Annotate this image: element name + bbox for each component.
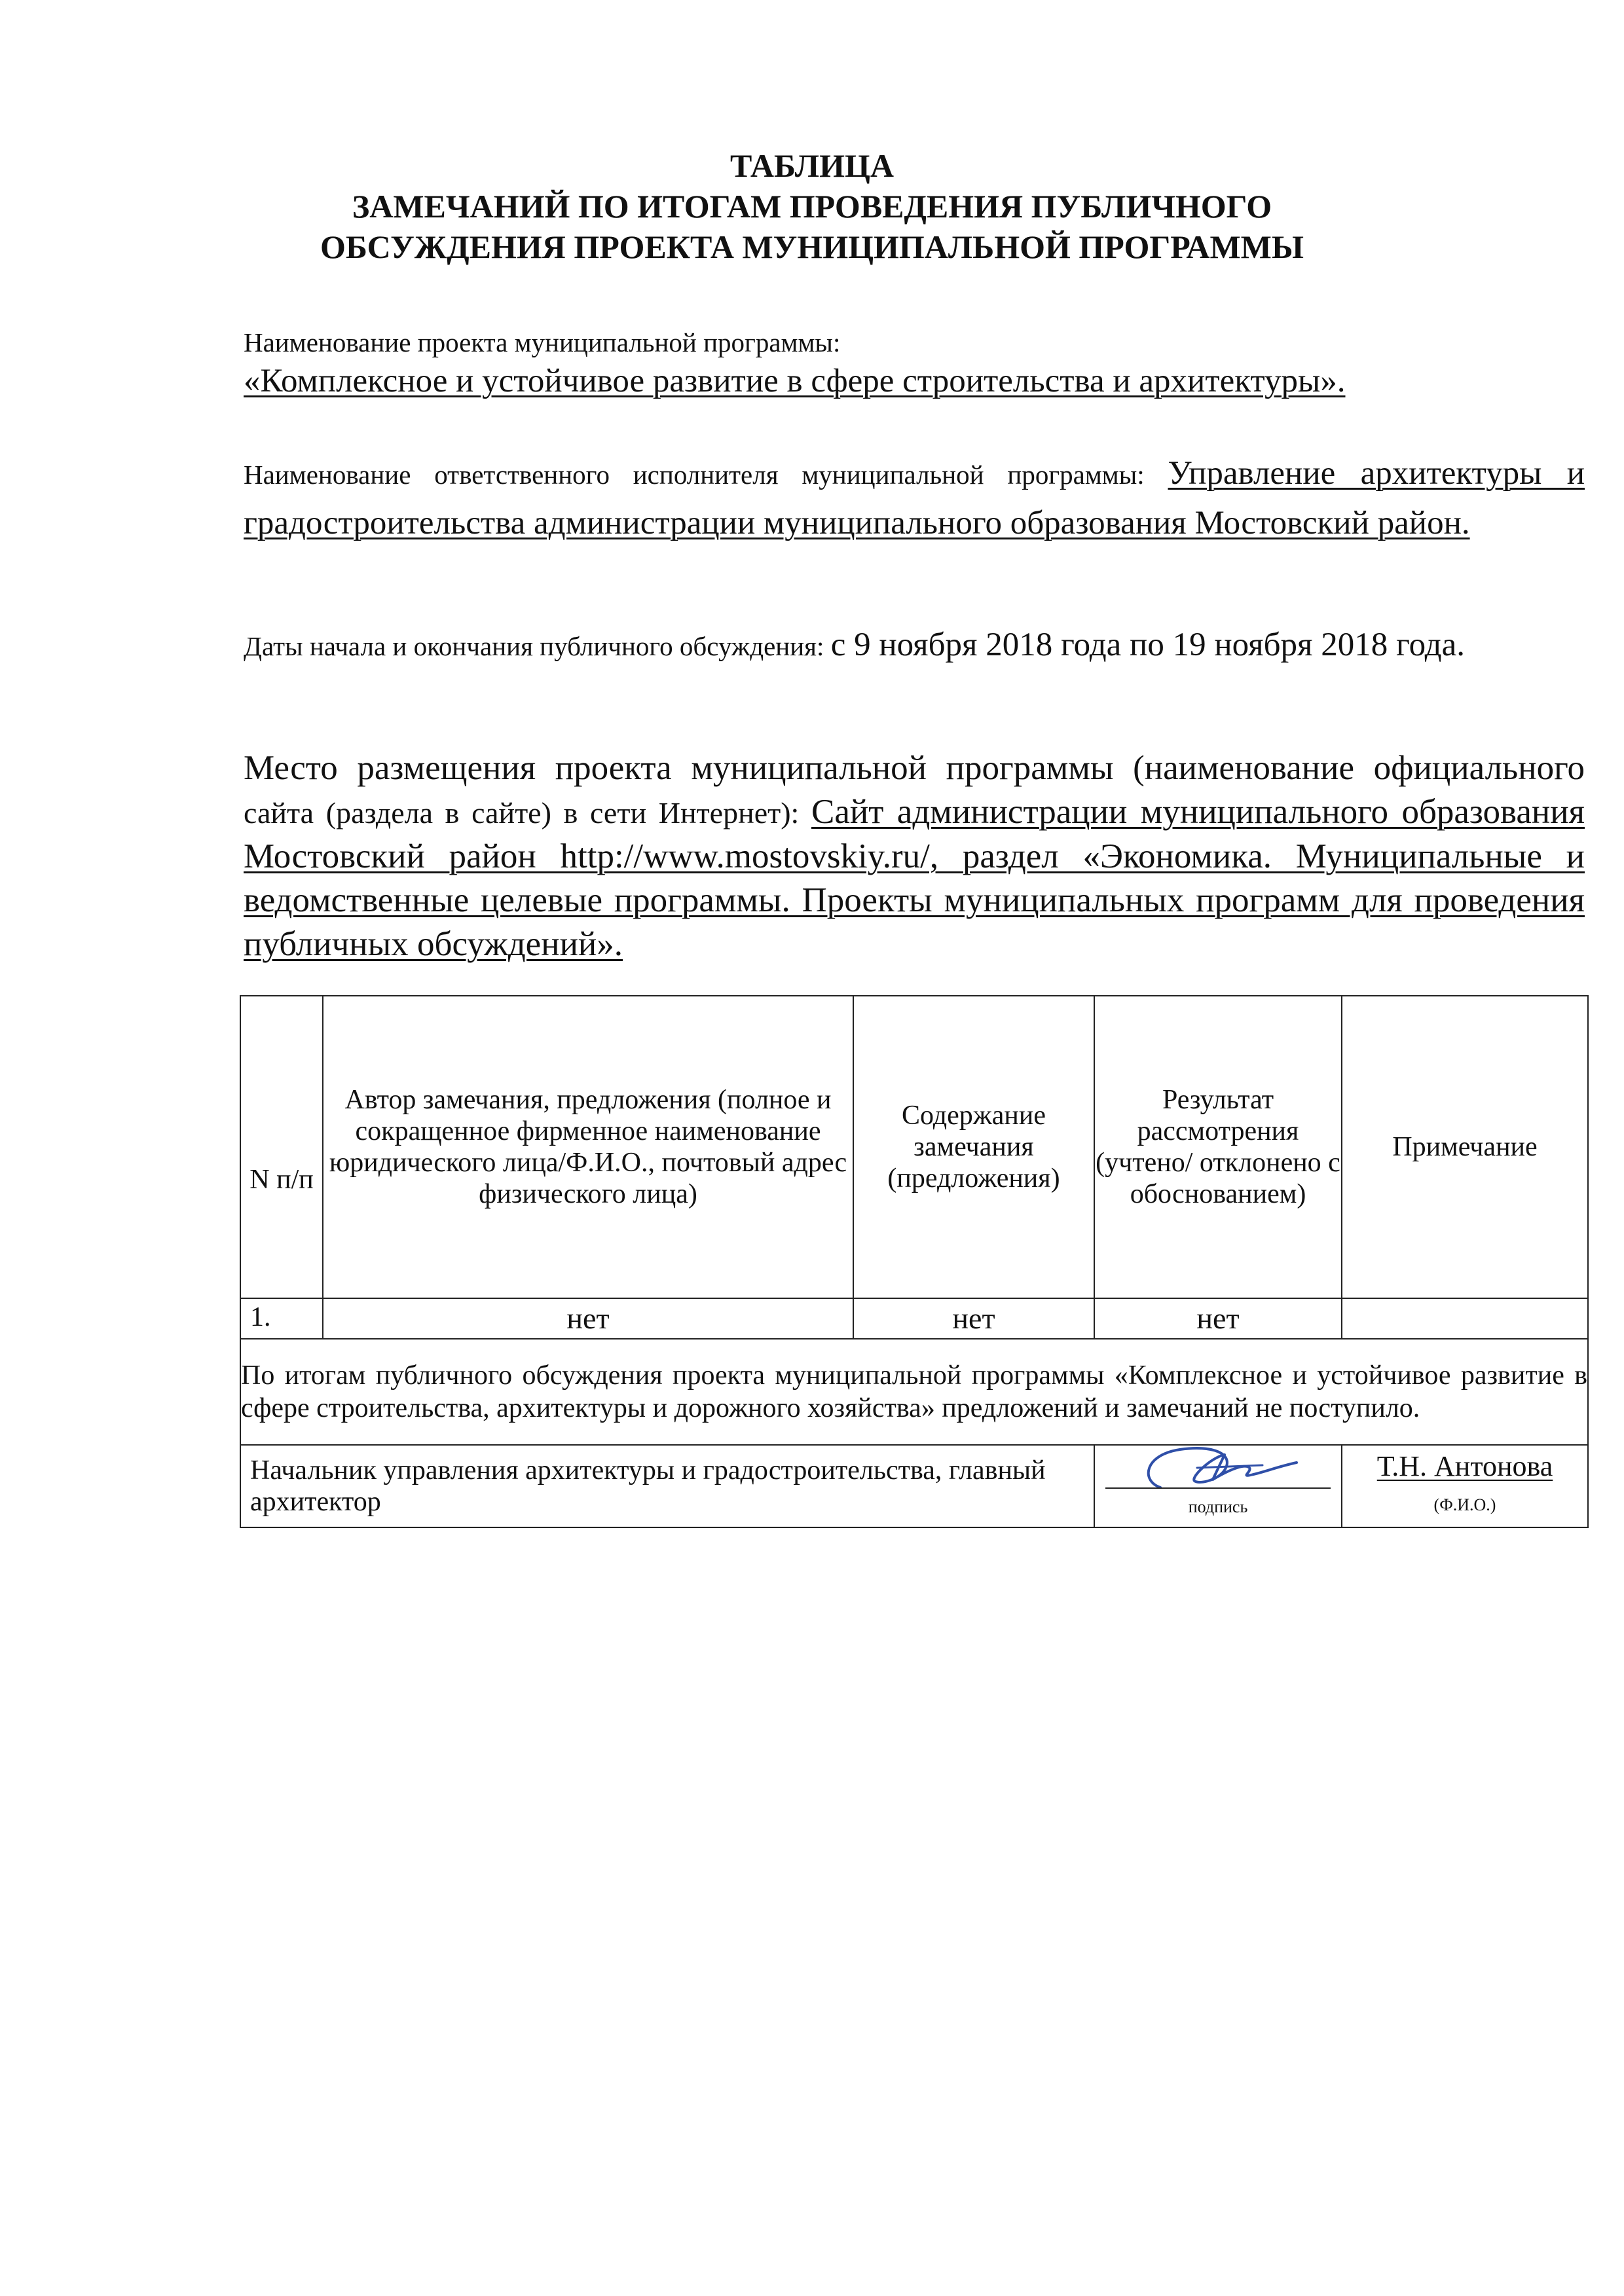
cell-author: нет bbox=[323, 1298, 853, 1339]
placement-label: Место размещения проекта муниципальной программы (наименование официального bbox=[244, 749, 1585, 787]
signature-line bbox=[1105, 1487, 1331, 1489]
dates-section bbox=[244, 621, 1585, 670]
cell-content: нет bbox=[853, 1298, 1094, 1339]
executor-section bbox=[244, 449, 1585, 547]
summary-text: По итогам публичного обсуждения проекта муниципальной программы «Комплексное и устойчивое развитие в сфере строительства, архитектуры и дорожного хозяйства» предложений и замечаний не поступило. bbox=[240, 1339, 1588, 1445]
program-name-label: Наименование проекта муниципальной программы: bbox=[244, 327, 841, 357]
cell-number: 1. bbox=[240, 1298, 323, 1339]
placement-section bbox=[244, 746, 1585, 966]
executor-label: Наименование ответственного исполнителя муниципальной программы: bbox=[244, 460, 1168, 490]
cell-result: нет bbox=[1094, 1298, 1342, 1339]
dates-value: с 9 ноября 2018 года по 19 ноября 2018 года. bbox=[830, 627, 1466, 663]
header-number: N п/п bbox=[240, 996, 323, 1298]
header-content: Содержание замечания (предложения) bbox=[853, 996, 1094, 1298]
signature-row bbox=[240, 1445, 1588, 1527]
table-header-row bbox=[240, 996, 1588, 1298]
signature-cell bbox=[1094, 1445, 1342, 1527]
header-author: Автор замечания, предложения (полное и сокращенное фирменное наименование юридического лица/Ф.И.О., почтовый адрес физического лица) bbox=[323, 996, 853, 1298]
executor-value: Управление архитектуры и градостроительства администрации муниципального образования Мостовский район. bbox=[244, 455, 1585, 541]
signatory-name: Т.Н. Антонова bbox=[1376, 1450, 1553, 1482]
signatory-position: Начальник управления архитектуры и градостроительства, главный архитектор bbox=[240, 1445, 1094, 1527]
program-name-value: «Комплексное и устойчивое развитие в сфере строительства и архитектуры». bbox=[244, 363, 1346, 399]
program-name-section bbox=[244, 325, 1585, 402]
signatory-name-cell bbox=[1342, 1445, 1588, 1527]
title-line-2: ЗАМЕЧАНИЙ ПО ИТОГАМ ПРОВЕДЕНИЯ ПУБЛИЧНОГО bbox=[352, 188, 1272, 225]
title-line-1: ТАБЛИЦА bbox=[730, 147, 894, 184]
signature-caption: подпись bbox=[1188, 1497, 1248, 1516]
placement-label-2: сайта (раздела в сайте) в сети Интернет): bbox=[244, 796, 811, 829]
name-caption: (Ф.И.О.) bbox=[1433, 1495, 1496, 1514]
header-result: Результат рассмотрения (учтено/ отклонено с обоснованием) bbox=[1094, 996, 1342, 1298]
title-line-3: ОБСУЖДЕНИЯ ПРОЕКТА МУНИЦИПАЛЬНОЙ ПРОГРАММЫ bbox=[320, 228, 1304, 265]
header-note: Примечание bbox=[1342, 996, 1588, 1298]
dates-label: Даты начала и окончания публичного обсуждения: bbox=[244, 631, 831, 661]
cell-note bbox=[1342, 1298, 1588, 1339]
remarks-table bbox=[240, 995, 1589, 1528]
document-title bbox=[0, 145, 1624, 267]
summary-row bbox=[240, 1339, 1588, 1445]
placement-value: Сайт администрации муниципального образования Мостовский район http://www.mostovskiy.ru/, раздел «Экономика. Муниципальные и ведомственные целевые программы. Проекты муниципальных программ для проведения публичных обсуждений». bbox=[244, 793, 1585, 963]
table-row bbox=[240, 1298, 1588, 1339]
